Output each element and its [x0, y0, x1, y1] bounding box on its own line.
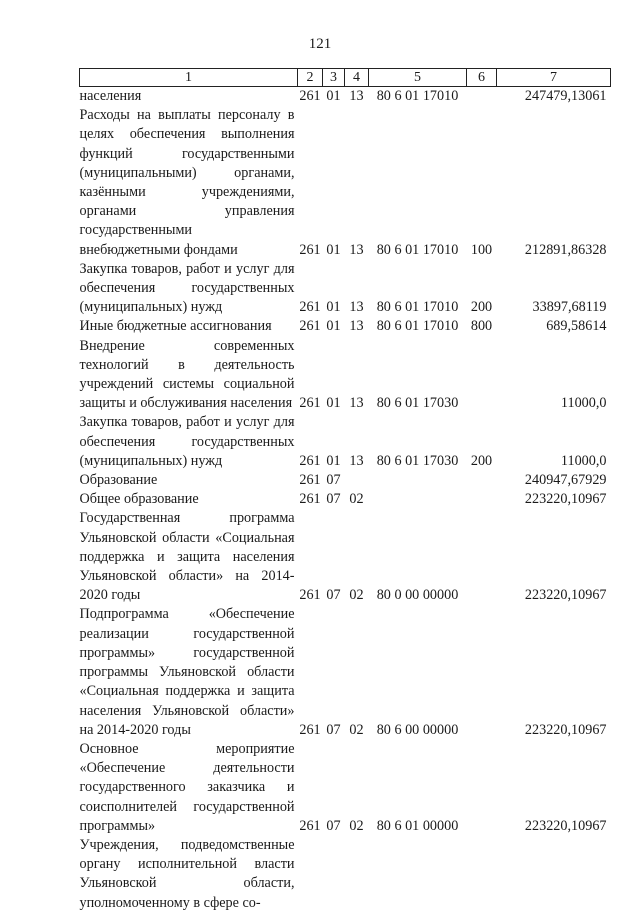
- row-code-subsection: [345, 471, 369, 490]
- row-amount: 33897,68119: [532, 299, 607, 316]
- row-code-subsection: 02: [349, 721, 364, 738]
- row-code-section: 01: [326, 299, 341, 316]
- row-code-expense-type: 200: [470, 299, 493, 316]
- row-amount: 212891,86328: [524, 241, 607, 258]
- row-description: Общее образование: [79, 491, 199, 508]
- row-code-admin: 261: [299, 587, 321, 604]
- row-amount: 247479,13061: [524, 88, 607, 104]
- page-number: 121: [308, 36, 332, 52]
- table-row: [80, 836, 611, 913]
- row-code-expense-type: [467, 87, 497, 107]
- table-row: [80, 260, 611, 318]
- row-code-section: 07: [326, 587, 341, 604]
- row-amount: 223220,10967: [524, 721, 607, 738]
- row-code-section: 01: [326, 88, 341, 104]
- row-code-section: 07: [326, 817, 341, 834]
- row-code-expense-type: [467, 509, 497, 605]
- row-description: Образование: [79, 472, 158, 489]
- row-description: населения: [79, 88, 142, 104]
- row-code-target: 80 6 01 00000: [376, 817, 459, 834]
- row-code-admin: 261: [299, 491, 321, 508]
- row-code-expense-type: [467, 471, 497, 490]
- row-code-admin: 261: [299, 472, 321, 489]
- row-amount: 11000,0: [560, 452, 607, 469]
- row-description: Государственная программа Ульяновской области «Социальная поддержка и защита населения Ульяновской области» на 2014-2020 годы: [79, 510, 295, 604]
- table-row: [80, 740, 611, 836]
- row-code-admin: 261: [299, 318, 321, 335]
- header-col-6: 6: [467, 69, 497, 87]
- header-col-4: 4: [345, 69, 369, 87]
- row-description: Внедрение современных технологий в деятельность учреждений системы социальной защиты и обслуживания населения: [79, 337, 295, 412]
- row-code-section: 01: [326, 318, 341, 335]
- table-row: [80, 317, 611, 336]
- row-code-admin: 261: [299, 721, 321, 738]
- row-code-target: 80 6 00 00000: [376, 721, 459, 738]
- row-description: Основное мероприятие «Обеспечение деятельности государственного заказчика и соисполнителей государственной программы»: [79, 740, 295, 834]
- table-row: [80, 413, 611, 471]
- row-code-expense-type: [467, 740, 497, 836]
- row-amount: 689,58614: [546, 318, 607, 335]
- row-code-subsection: 02: [349, 587, 364, 604]
- row-code-section: 01: [326, 241, 341, 258]
- row-code-subsection: 13: [349, 318, 364, 335]
- row-code-admin: 261: [299, 241, 321, 258]
- row-code-target: 80 0 00 00000: [376, 587, 459, 604]
- row-amount: 240947,67929: [524, 472, 607, 489]
- row-amount: 223220,10967: [524, 491, 607, 508]
- row-amount: [497, 836, 611, 913]
- header-col-1: 1: [80, 69, 298, 87]
- row-code-target: 80 6 01 17010: [376, 241, 459, 258]
- row-code-subsection: 02: [349, 817, 364, 834]
- row-code-subsection: 13: [349, 241, 364, 258]
- row-description: Иные бюджетные ассигнования: [79, 318, 272, 335]
- row-code-target: [369, 490, 467, 509]
- table-row: [80, 106, 611, 260]
- row-description: Закупка товаров, работ и услуг для обеспечения государственных (муниципальных) нужд: [79, 414, 295, 469]
- row-code-target: 80 6 01 17010: [376, 318, 459, 335]
- row-description: Расходы на выплаты персоналу в целях обеспечения выполнения функций государственными (муниципальными) органами, казёнными учреждениями, органами управления государственными внебюджетными фондами: [79, 107, 295, 258]
- table-row: [80, 490, 611, 509]
- row-description: Учреждения, подведомственные органу исполнительной власти Ульяновской области, уполномоченному в сфере со-: [79, 836, 295, 911]
- row-code-expense-type: [467, 605, 497, 739]
- table-row: [80, 87, 611, 107]
- row-code-subsection: 02: [349, 491, 364, 508]
- header-row: [80, 69, 611, 87]
- row-code-target: 80 6 01 17030: [376, 452, 459, 469]
- row-code-admin: [298, 836, 323, 913]
- row-code-subsection: 13: [349, 88, 364, 104]
- row-amount: 223220,10967: [524, 817, 607, 834]
- row-code-target: 80 6 01 17030: [376, 395, 459, 412]
- row-code-expense-type: [467, 490, 497, 509]
- table-row: [80, 337, 611, 414]
- row-code-subsection: [345, 836, 369, 913]
- row-code-admin: 261: [299, 395, 321, 412]
- budget-table: [79, 68, 611, 913]
- row-code-subsection: 13: [349, 299, 364, 316]
- row-code-admin: 261: [299, 299, 321, 316]
- row-amount: 11000,0: [560, 395, 607, 412]
- row-code-expense-type: 800: [470, 318, 493, 335]
- row-code-section: 01: [326, 452, 341, 469]
- row-code-section: [323, 836, 345, 913]
- row-code-section: 07: [326, 472, 341, 489]
- table-row: [80, 471, 611, 490]
- row-code-section: 07: [326, 721, 341, 738]
- header-col-7: 7: [497, 69, 611, 87]
- table-row: [80, 509, 611, 605]
- row-code-target: 80 6 01 17010: [376, 299, 459, 316]
- row-amount: 223220,10967: [524, 587, 607, 604]
- row-code-admin: 261: [299, 88, 321, 104]
- row-code-section: 07: [326, 491, 341, 508]
- row-code-admin: 261: [299, 817, 321, 834]
- row-code-subsection: 13: [349, 395, 364, 412]
- row-code-section: 01: [326, 395, 341, 412]
- row-code-target: 80 6 01 17010: [376, 88, 459, 104]
- table-row: [80, 605, 611, 739]
- row-description: Подпрограмма «Обеспечение реализации государственной программы» государственной программы Ульяновской области «Социальная поддержка и защита населения Ульяновской области» на 2014-2020 годы: [79, 606, 295, 738]
- header-col-5: 5: [369, 69, 467, 87]
- row-code-expense-type: [467, 337, 497, 414]
- header-col-3: 3: [323, 69, 345, 87]
- row-code-subsection: 13: [349, 452, 364, 469]
- row-code-expense-type: 100: [470, 241, 493, 258]
- row-code-admin: 261: [299, 452, 321, 469]
- row-code-target: [369, 471, 467, 490]
- header-col-2: 2: [298, 69, 323, 87]
- row-code-expense-type: 200: [470, 452, 493, 469]
- row-description: Закупка товаров, работ и услуг для обеспечения государственных (муниципальных) нужд: [79, 260, 295, 316]
- row-code-expense-type: [467, 836, 497, 913]
- row-code-target: [369, 836, 467, 913]
